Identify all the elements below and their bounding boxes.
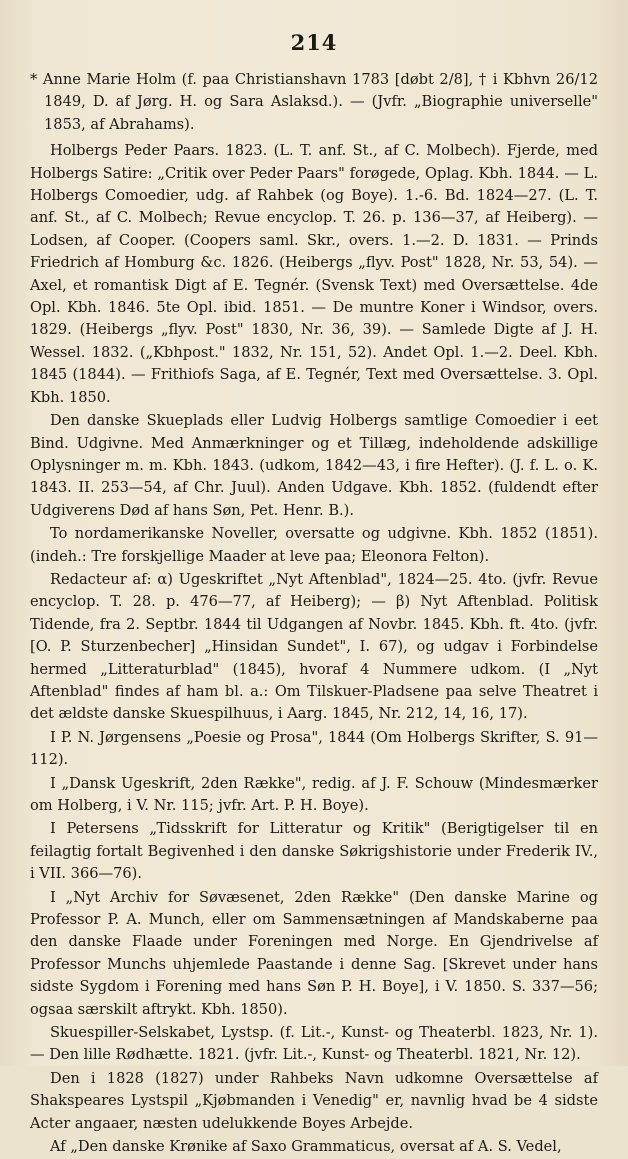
biography-header-paragraph: * Anne Marie Holm (f. paa Christianshavn 1783 [døbt 2/8], † i Kbhvn 26/12 1849, D. af Jørg. H. og Sara Aslaksd.). — (Jvfr. „Biographie universelle" 1853, af Abrahams). bbox=[30, 71, 598, 133]
translations-paragraph: Holbergs Peder Paars. 1823. (L. T. anf. St., af C. Molbech). Fjerde, med Holbergs Satire: „Critik over Peder Paars" forøgede, Oplag. Kbh. 1844. — L. Holbergs Comoedier, udg. af Rahbek (og Boye). 1.-6. Bd. 1824—27. (L. T. anf. St., af C. Molbech; Revue encyclop. T. 26. p. 136—37, af Heiberg). — Lodsen, af Cooper. (Coopers saml. Skr., overs. 1.—2. D. 1831. — Prinds Friedrich af Homburg &c. 1826. (Heibergs „flyv. Post" 1828, Nr. 53, 54). — Axel, et romantisk Digt af E. Tegnér. (Svensk Text) med Oversættelse. 4de Opl. Kbh. 1846. 5te Opl. ibid. 1851. — De muntre Koner i Windsor, overs. 1829. (Heibergs „flyv. Post" 1830, Nr. 36, 39). — Samlede Digte af J. H. Wessel. 1832. („Kbhpost." 1832, Nr. 151, 52). Andet Opl. 1.—2. Deel. Kbh. 1845 (1844). — Frithiofs Saga, af E. Tegnér, Text med Oversættelse. 3. Opl. Kbh. 1850. bbox=[30, 142, 598, 406]
tidsskrift-paragraph: I Petersens „Tidsskrift for Litteratur og Kritik" (Berigtigelser til en feilagtig fortalt Begivenhed i den danske Søkrigshistorie under Frederik IV., i VII. 366—76). bbox=[30, 820, 598, 883]
poesie-prosa-paragraph: I P. N. Jørgensens „Poesie og Prosa", 1844 (Om Holbergs Skrifter, S. 91—112). bbox=[30, 728, 598, 769]
saxo-paragraph: Af „Den danske Krønike af Saxo Grammaticus, oversat af A. S. Vedel, bbox=[50, 1138, 562, 1156]
archiv-paragraph: I „Nyt Archiv for Søvæsenet, 2den Række" (Den danske Marine og Professor P. A. Munch, eller om Sammensætningen af Mandskaberne paa den danske Flaade under Foreningen med Norge. En Gjendrivelse af Professor Munchs uhjemlede Paastande i denne Sag. [Skrevet under hans sidste Sygdom i Forening med hans Søn P. H. Boye], i V. 1850. S. 337—56; ogsaa særskilt aftrykt. Kbh. 1850). bbox=[30, 888, 598, 1018]
skuespiller-paragraph: Skuespiller-Selskabet, Lystsp. (f. Lit.-, Kunst- og Theaterbl. 1823, Nr. 1). — Den lille Rødhætte. 1821. (jvfr. Lit.-, Kunst- og Theaterbl. 1821, Nr. 12). bbox=[30, 1024, 598, 1064]
editor-paragraph: Redacteur af: α) Ugeskriftet „Nyt Aftenblad", 1824—25. 4to. (jvfr. Revue encyclop. T. 28. p. 476—77, af Heiberg); — β) Nyt Aftenblad. Politisk Tidende, fra 2. Septbr. 1844 til Udgangen af Novbr. 1845. Kbh. ft. 4to. (jvfr. [O. P. Sturzenbecher] „Hinsidan Sundet", I. 67), og udgav i Forbindelse hermed „Litteraturblad" (1845), hvoraf 4 Nummere udkom. (I „Nyt Aftenblad" findes af ham bl. a.: Om Tilskuer-Pladsene paa selve Theatret i det ældste danske Skuespilhuus, i Aarg. 1845, Nr. 212, 14, 16, 17). bbox=[30, 570, 598, 723]
holberg-edition-paragraph: Den danske Skueplads eller Ludvig Holbergs samtlige Comoedier i eet Bind. Udgivne. Med Anmærkninger og et Tillæg, indeholdende adskillige Oplysninger m. m. Kbh. 1843. (udkom, 1842—43, i fire Hefter). (J. f. L. o. K. 1843. II. 253—54, af Chr. Juul). Anden Udgave. Kbh. 1852. (fuldendt efter Udgiverens Død af hans Søn, Pet. Henr. B.). bbox=[30, 412, 598, 519]
page-number: 214 bbox=[290, 30, 338, 55]
novellas-paragraph: To nordamerikanske Noveller, oversatte og udgivne. Kbh. 1852 (1851). (indeh.: Tre forskjellige Maader at leve paa; Eleonora Felton). bbox=[30, 525, 598, 565]
shakespeare-paragraph: Den i 1828 (1827) under Rahbeks Navn udkomne Oversættelse af Shakspeares Lystspil „Kjøbmanden i Venedig" er, navnlig hvad be 4 sidste Acter angaaer, næsten udelukkende Boyes Arbejde. bbox=[30, 1069, 598, 1132]
dansk-ugeskrift-paragraph: I „Dansk Ugeskrift, 2den Række", redig. af J. F. Schouw (Mindesmærker om Holberg, i V. Nr. 115; jvfr. Art. P. H. Boye). bbox=[30, 774, 598, 814]
